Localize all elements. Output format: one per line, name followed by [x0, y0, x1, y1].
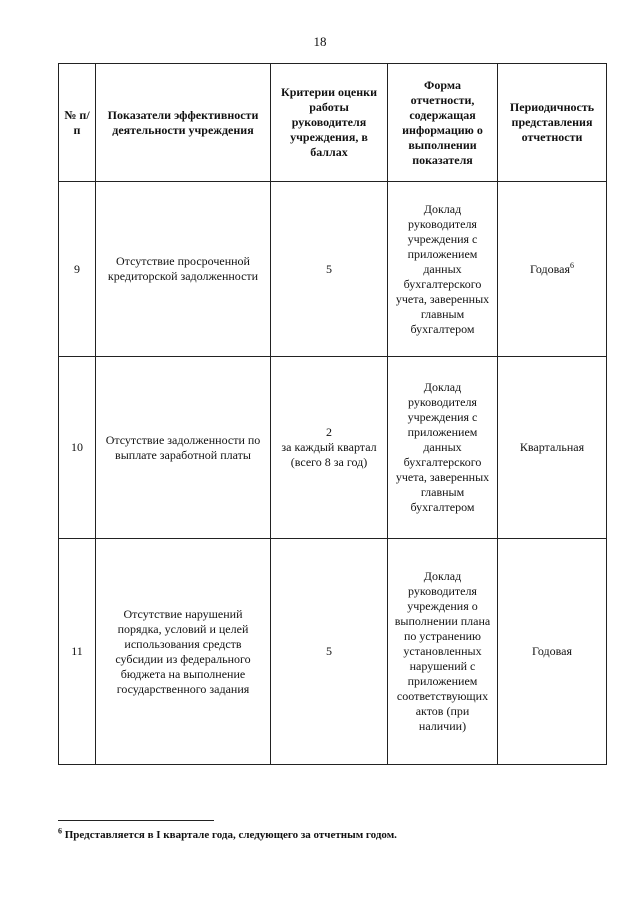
report-form-cell: Доклад руководителя учреждения о выполнении плана по устранению установленных нарушений с приложением соответствующих актов (при наличии): [388, 539, 498, 765]
periodicity-value: Годовая: [530, 261, 570, 276]
header-number: № п/п: [59, 64, 96, 182]
table-row: [59, 182, 607, 357]
report-form-cell: Доклад руководителя учреждения с приложением данных бухгалтерского учета, заверенных главным бухгалтером: [388, 357, 498, 539]
table-header-row: [59, 64, 607, 182]
indicators-table: [58, 63, 607, 765]
criteria-note: за каждый квартал (всего 8 за год): [281, 440, 377, 469]
periodicity-value: Годовая: [532, 644, 572, 658]
periodicity-value: Квартальная: [519, 440, 585, 454]
indicator-cell: Отсутствие задолженности по выплате заработной платы: [96, 357, 271, 539]
criteria-score: 5: [326, 261, 332, 276]
periodicity-cell: [498, 539, 607, 765]
report-form-cell: Доклад руководителя учреждения с приложением данных бухгалтерского учета, заверенных главным бухгалтером: [388, 182, 498, 357]
criteria-cell: [271, 357, 388, 539]
table-row: [59, 539, 607, 765]
header-periodicity: Периодичность представления отчетности: [498, 64, 607, 182]
row-number: 9: [59, 182, 96, 357]
periodicity-cell: [498, 182, 607, 357]
footnote-divider: [58, 820, 214, 821]
row-number: 10: [59, 357, 96, 539]
header-criteria: Критерии оценки работы руководителя учреждения, в баллах: [271, 64, 388, 182]
footnote-reference: 6: [570, 260, 574, 270]
page-number: 18: [313, 34, 327, 49]
criteria-cell: [271, 182, 388, 357]
criteria-cell: [271, 539, 388, 765]
criteria-score: 2: [326, 425, 332, 439]
header-indicator: Показатели эффективности деятельности учреждения: [96, 64, 271, 182]
indicator-cell: Отсутствие нарушений порядка, условий и целей использования средств субсидии из федерального бюджета на выполнение государственного задания: [96, 539, 271, 765]
footnote-text: Представляется в I квартале года, следующего за отчетным годом.: [62, 829, 397, 841]
footnote: [58, 826, 397, 841]
row-number: 11: [59, 539, 96, 765]
periodicity-cell: [498, 357, 607, 539]
table-row: [59, 357, 607, 539]
indicator-cell: Отсутствие просроченной кредиторской задолженности: [96, 182, 271, 357]
header-report-form: Форма отчетности, содержащая информацию о выполнении показателя: [388, 64, 498, 182]
criteria-score: 5: [326, 644, 332, 658]
footnote-marker: 6: [58, 826, 62, 836]
